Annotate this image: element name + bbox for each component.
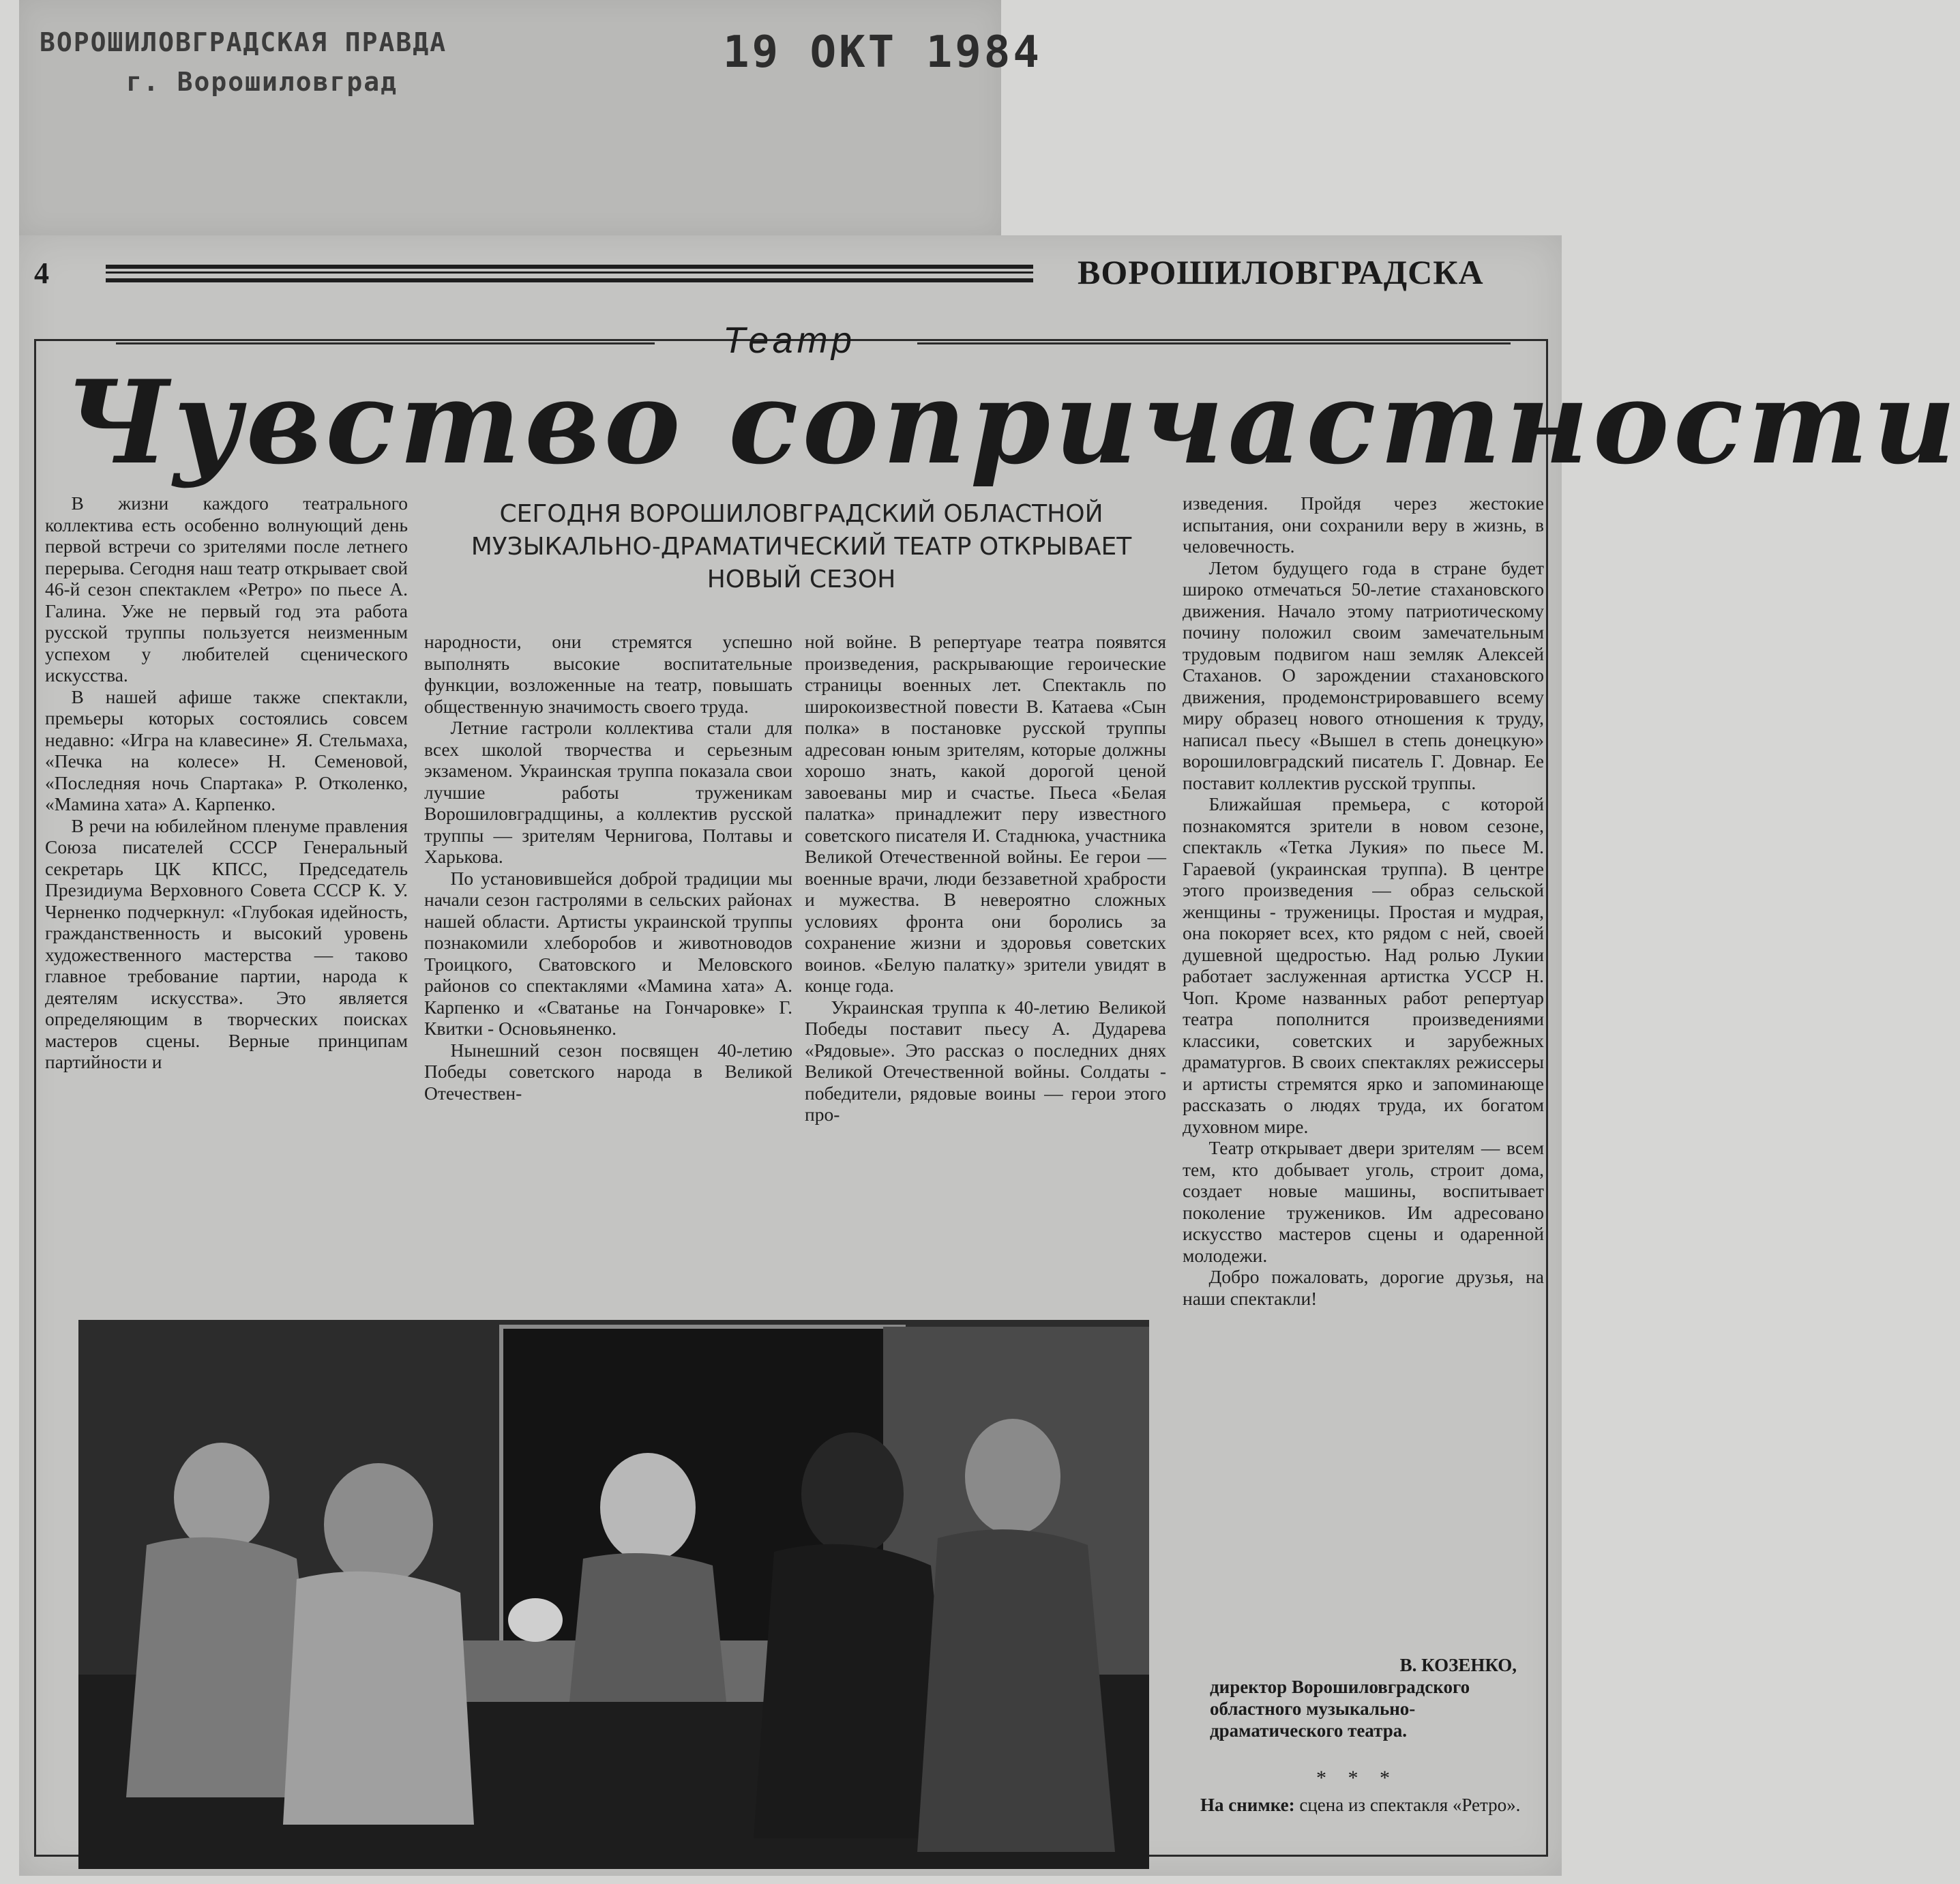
header-rule	[106, 265, 1033, 282]
date-stamp: 19 ОКТ 1984	[723, 27, 1042, 78]
photo-caption	[1200, 1794, 1541, 1816]
article-title: Чувство сопричастности	[65, 355, 1960, 490]
paragraph: В нашей афише также спектакли, премьеры которых состоялись совсем недавно: «Игра на клавесине» Я. Стельмаха, «Печка на колесе» Н. Семеновой, «Последняя ночь Спартака» Р. Отколенко, «Мамина хата» А. Карпенко.	[45, 686, 408, 814]
paragraph: ной войне. В репертуаре театра появятся произведения, раскрывающие героические страницы военных лет. Спектакль по широкоизвестной повести В. Катаева «Сын полка» в постановке русской труппы адресован юным зрителям, которые должны хорошо знать, какой дорогой ценой завоеваны мир и счастье. Пьеса «Белая палатка» принадлежит перу известного советского писателя И. Стаднюка, участника Великой Отечественной войны. Ее герои — военные врачи, люди беззаветной храбрости и мужества. В невероятно сложных условиях фронта они боролись за сохранение жизни и здоровья советских воинов. «Белую палатку» зрители увидят в конце года.	[805, 631, 1166, 996]
text-column-4	[1183, 492, 1544, 1309]
caption-label: На снимке:	[1200, 1795, 1295, 1815]
scene-photo	[78, 1320, 1149, 1869]
paragraph: По установившейся доброй традиции мы начали сезон гастролями в сельских районах нашей области. Артисты украинской труппы познакомили хлеборобов и животноводов Троицкого, Сватовского и Меловского районов со спектаклями «Мамина хата» А. Карпенко и «Сватанье на Гончаровке» Г. Квитки - Основьяненко.	[424, 867, 792, 1039]
rubric-label: Театр	[723, 320, 857, 361]
newspaper-name: ВОРОШИЛОВГРАДСКА	[1078, 253, 1484, 291]
rubric-rule-left	[116, 342, 655, 344]
article-subhead: СЕГОДНЯ ВОРОШИЛОВГРАДСКИЙ ОБЛАСТНОЙ МУЗЫКАЛЬНО-ДРАМАТИЧЕСКИЙ ТЕАТР ОТКРЫВАЕТ НОВЫЙ СЕЗОН	[471, 500, 1132, 593]
paragraph: Украинская труппа к 40-летию Великой Победы поставит пьесу А. Дударева «Рядовые». Это рассказ о последних днях Великой Отечественной войны. Солдаты - победители, рядовые воины — герои этого про-	[805, 996, 1166, 1125]
paragraph: Летние гастроли коллектива стали для всех школой творчества и серьезным экзаменом. Украинская труппа показала свои лучшие работы труженикам Ворошиловградщины, а коллектив русской труппы — зрителям Чернигова, Полтавы и Харькова.	[424, 717, 792, 867]
paragraph: изведения. Пройдя через жестокие испытания, они сохранили веру в жизнь, в человечность.	[1183, 492, 1544, 557]
text-column-2	[424, 631, 792, 1104]
author-role: директор Ворошиловградского областного музыкально-драматического театра.	[1210, 1677, 1470, 1741]
paragraph: Нынешний сезон посвящен 40-летию Победы советского народа в Великой Отечествен-	[424, 1039, 792, 1104]
paragraph: народности, они стремятся успешно выполнять высокие воспитательные функции, возложенные на театр, повышать общественную значимость своего труда.	[424, 631, 792, 717]
paragraph: Театр открывает двери зрителям — всем тем, кто добывает уголь, строит дома, создает новые машины, воспитывает поколение тружеников. Им адресовано искусство мастеров сцены и одаренной молодежи.	[1183, 1137, 1544, 1266]
paragraph: Добро пожаловать, дорогие друзья, на наши спектакли!	[1183, 1266, 1544, 1309]
author-signature	[1183, 1654, 1544, 1741]
paragraph: В жизни каждого театрального коллектива есть особенно волнующий день первой встречи со зрителями после летнего перерыва. Сегодня наш театр открывает свой 46-й сезон спектаклем «Ретро» по пьесе А. Галина. Уже не первый год эта работа русской труппы пользуется неизменным успехом у любителей сценического искусства.	[45, 492, 408, 686]
paragraph: Ближайшая премьера, с которой познакомятся зрители в новом сезоне, спектакль «Тетка Лукия» по пьесе М. Гараевой (украинская труппа). В центре этого произведения — образ сельской женщины - труженицы. Простая и мудрая, она покоряет всех, кто рядом с ней, своей душевной щедростью. Над ролью Лукии работает заслуженная артистка УССР Н. Чоп. Кроме названных работ репертуар театра пополнится произведениями классики, советских и зарубежных драматургов. В своих спектаклях режиссеры и артисты стремятся ярко и запоминающе рассказать о людях труда, их богатом духовном мире.	[1183, 793, 1544, 1137]
newspaper-stamp: ВОРОШИЛОВГРАДСКАЯ ПРАВДА	[40, 27, 447, 57]
caption-text: сцена из спектакля «Ретро».	[1299, 1795, 1521, 1815]
page-number: 4	[34, 256, 49, 290]
paragraph: Летом будущего года в стране будет широко отмечаться 50-летие стахановского движения. Начало этому патриотическому почину положил своим замечательным трудовым подвигом наш земляк Алексей Стаханов. О зарождении стахановского движения, продемонстрировавшего всему миру образец нового отношения к труду, написал пьесу «Вышел в степь донецкую» ворошиловградский писатель Г. Довнар. Ее поставит коллектив русской труппы.	[1183, 557, 1544, 793]
rubric-rule-right	[917, 342, 1511, 344]
author-name: В. КОЗЕНКО,	[1399, 1655, 1517, 1675]
scene-photo-illustration	[78, 1320, 1149, 1869]
separator-stars: * * *	[1316, 1767, 1398, 1789]
text-column-3	[805, 631, 1166, 1125]
text-column-1	[45, 492, 408, 1073]
city-stamp: г. Ворошиловград	[126, 67, 398, 97]
paragraph: В речи на юбилейном пленуме правления Союза писателей СССР Генеральный секретарь ЦК КПСС, Председатель Президиума Верховного Совета СССР К. У. Черненко подчеркнул: «Глубокая идейность, гражданственность и высокий уровень художественного мастерства — таково главное требование партии, народа к деятелям искусства». Это является определяющим в творческих поисках мастеров сцены. Верные принципам партийности и	[45, 814, 408, 1072]
